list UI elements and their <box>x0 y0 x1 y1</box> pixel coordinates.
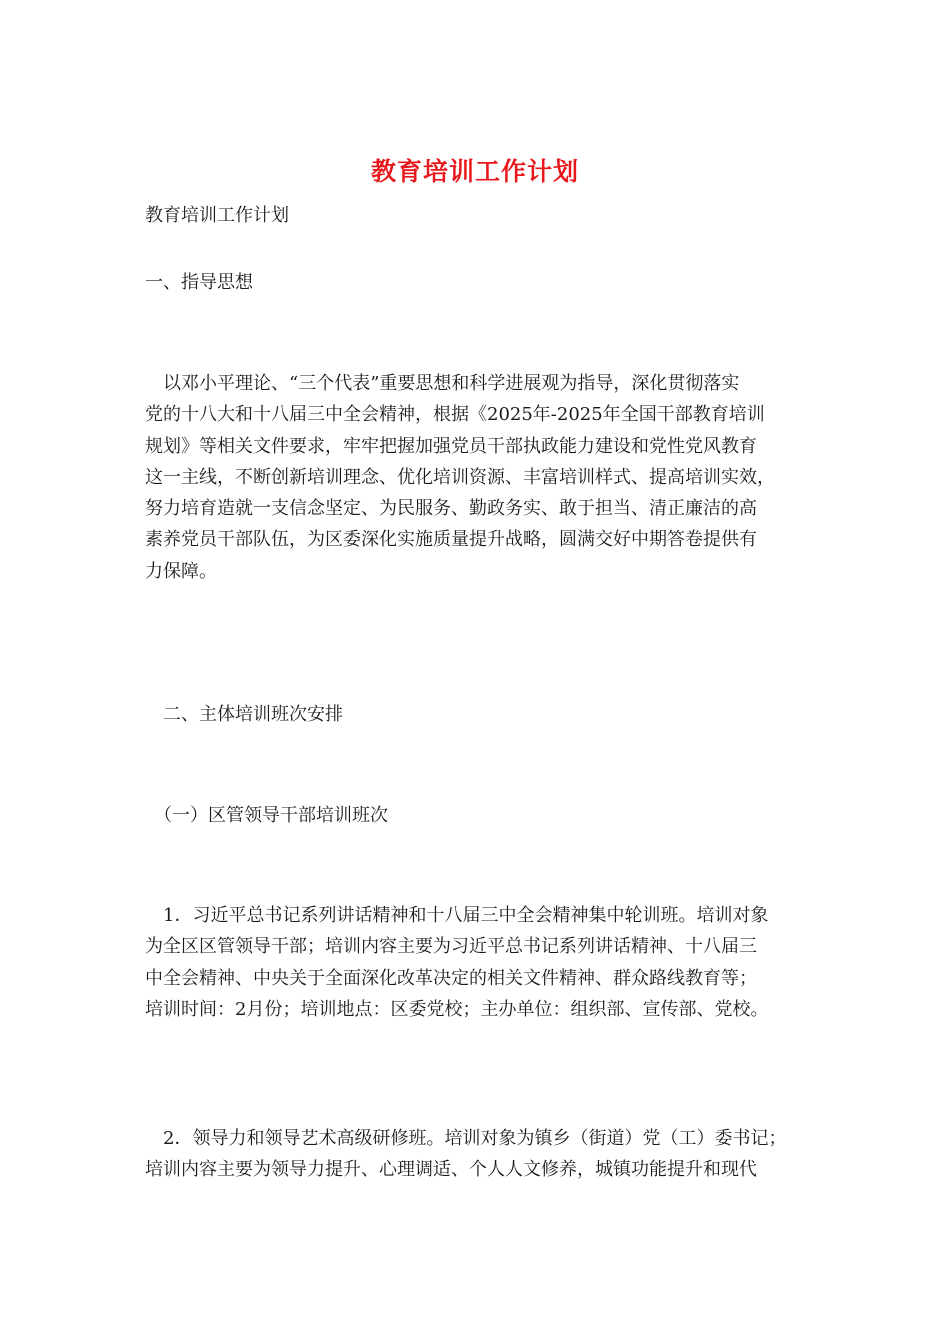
paragraph-line: 规划》等相关文件要求，牢牢把握加强党员干部执政能力建设和党性党风教育 <box>145 435 757 457</box>
paragraph-line: 以邓小平理论、“三个代表”重要思想和科学进展观为指导，深化贯彻落实 <box>145 373 740 394</box>
paragraph-line: 中全会精神、中央关于全面深化改革决定的相关文件精神、群众路线教育等； <box>145 967 757 989</box>
paragraph-line: 力保障。 <box>145 560 217 582</box>
item-2-paragraph <box>145 1123 813 1186</box>
paragraph-line: 党的十八大和十八届三中全会精神，根据《2025年-2025年全国干部教育培训 <box>145 404 765 426</box>
paragraph-line: 素养党员干部队伍，为区委深化实施质量提升战略，圆满交好中期答卷提供有 <box>145 529 757 551</box>
paragraph-line: 培训内容主要为领导力提升、心理调适、个人人文修养，城镇功能提升和现代 <box>145 1159 757 1181</box>
section-heading-guiding-thought: 一、指导思想 <box>145 272 253 293</box>
paragraph-line: 这一主线，不断创新培训理念、优化培训资源、丰富培训样式、提高培训实效， <box>145 466 775 488</box>
paragraph-line: 2．领导力和领导艺术高级研修班。培训对象为镇乡（街道）党（工）委书记； <box>145 1128 787 1149</box>
document-subtitle: 教育培训工作计划 <box>145 205 289 226</box>
paragraph-line: 努力培育造就一支信念坚定、为民服务、勤政务实、敢于担当、清正廉洁的高 <box>145 498 757 520</box>
paragraph-line: 为全区区管领导干部；培训内容主要为习近平总书记系列讲话精神、十八届三 <box>145 936 757 958</box>
paragraph-line: 培训时间：2月份；培训地点：区委党校；主办单位：组织部、宣传部、党校。 <box>145 998 769 1020</box>
guiding-thought-paragraph <box>145 368 813 587</box>
document-title: 教育培训工作计划 <box>370 157 579 186</box>
section-heading-training-arrangement: 二、主体培训班次安排 <box>145 704 343 725</box>
item-1-paragraph <box>145 900 813 1025</box>
subsection-heading-district-leaders: （一）区管领导干部培训班次 <box>145 805 388 826</box>
paragraph-line: 1．习近平总书记系列讲话精神和十八届三中全会精神集中轮训班。培训对象 <box>145 905 769 926</box>
